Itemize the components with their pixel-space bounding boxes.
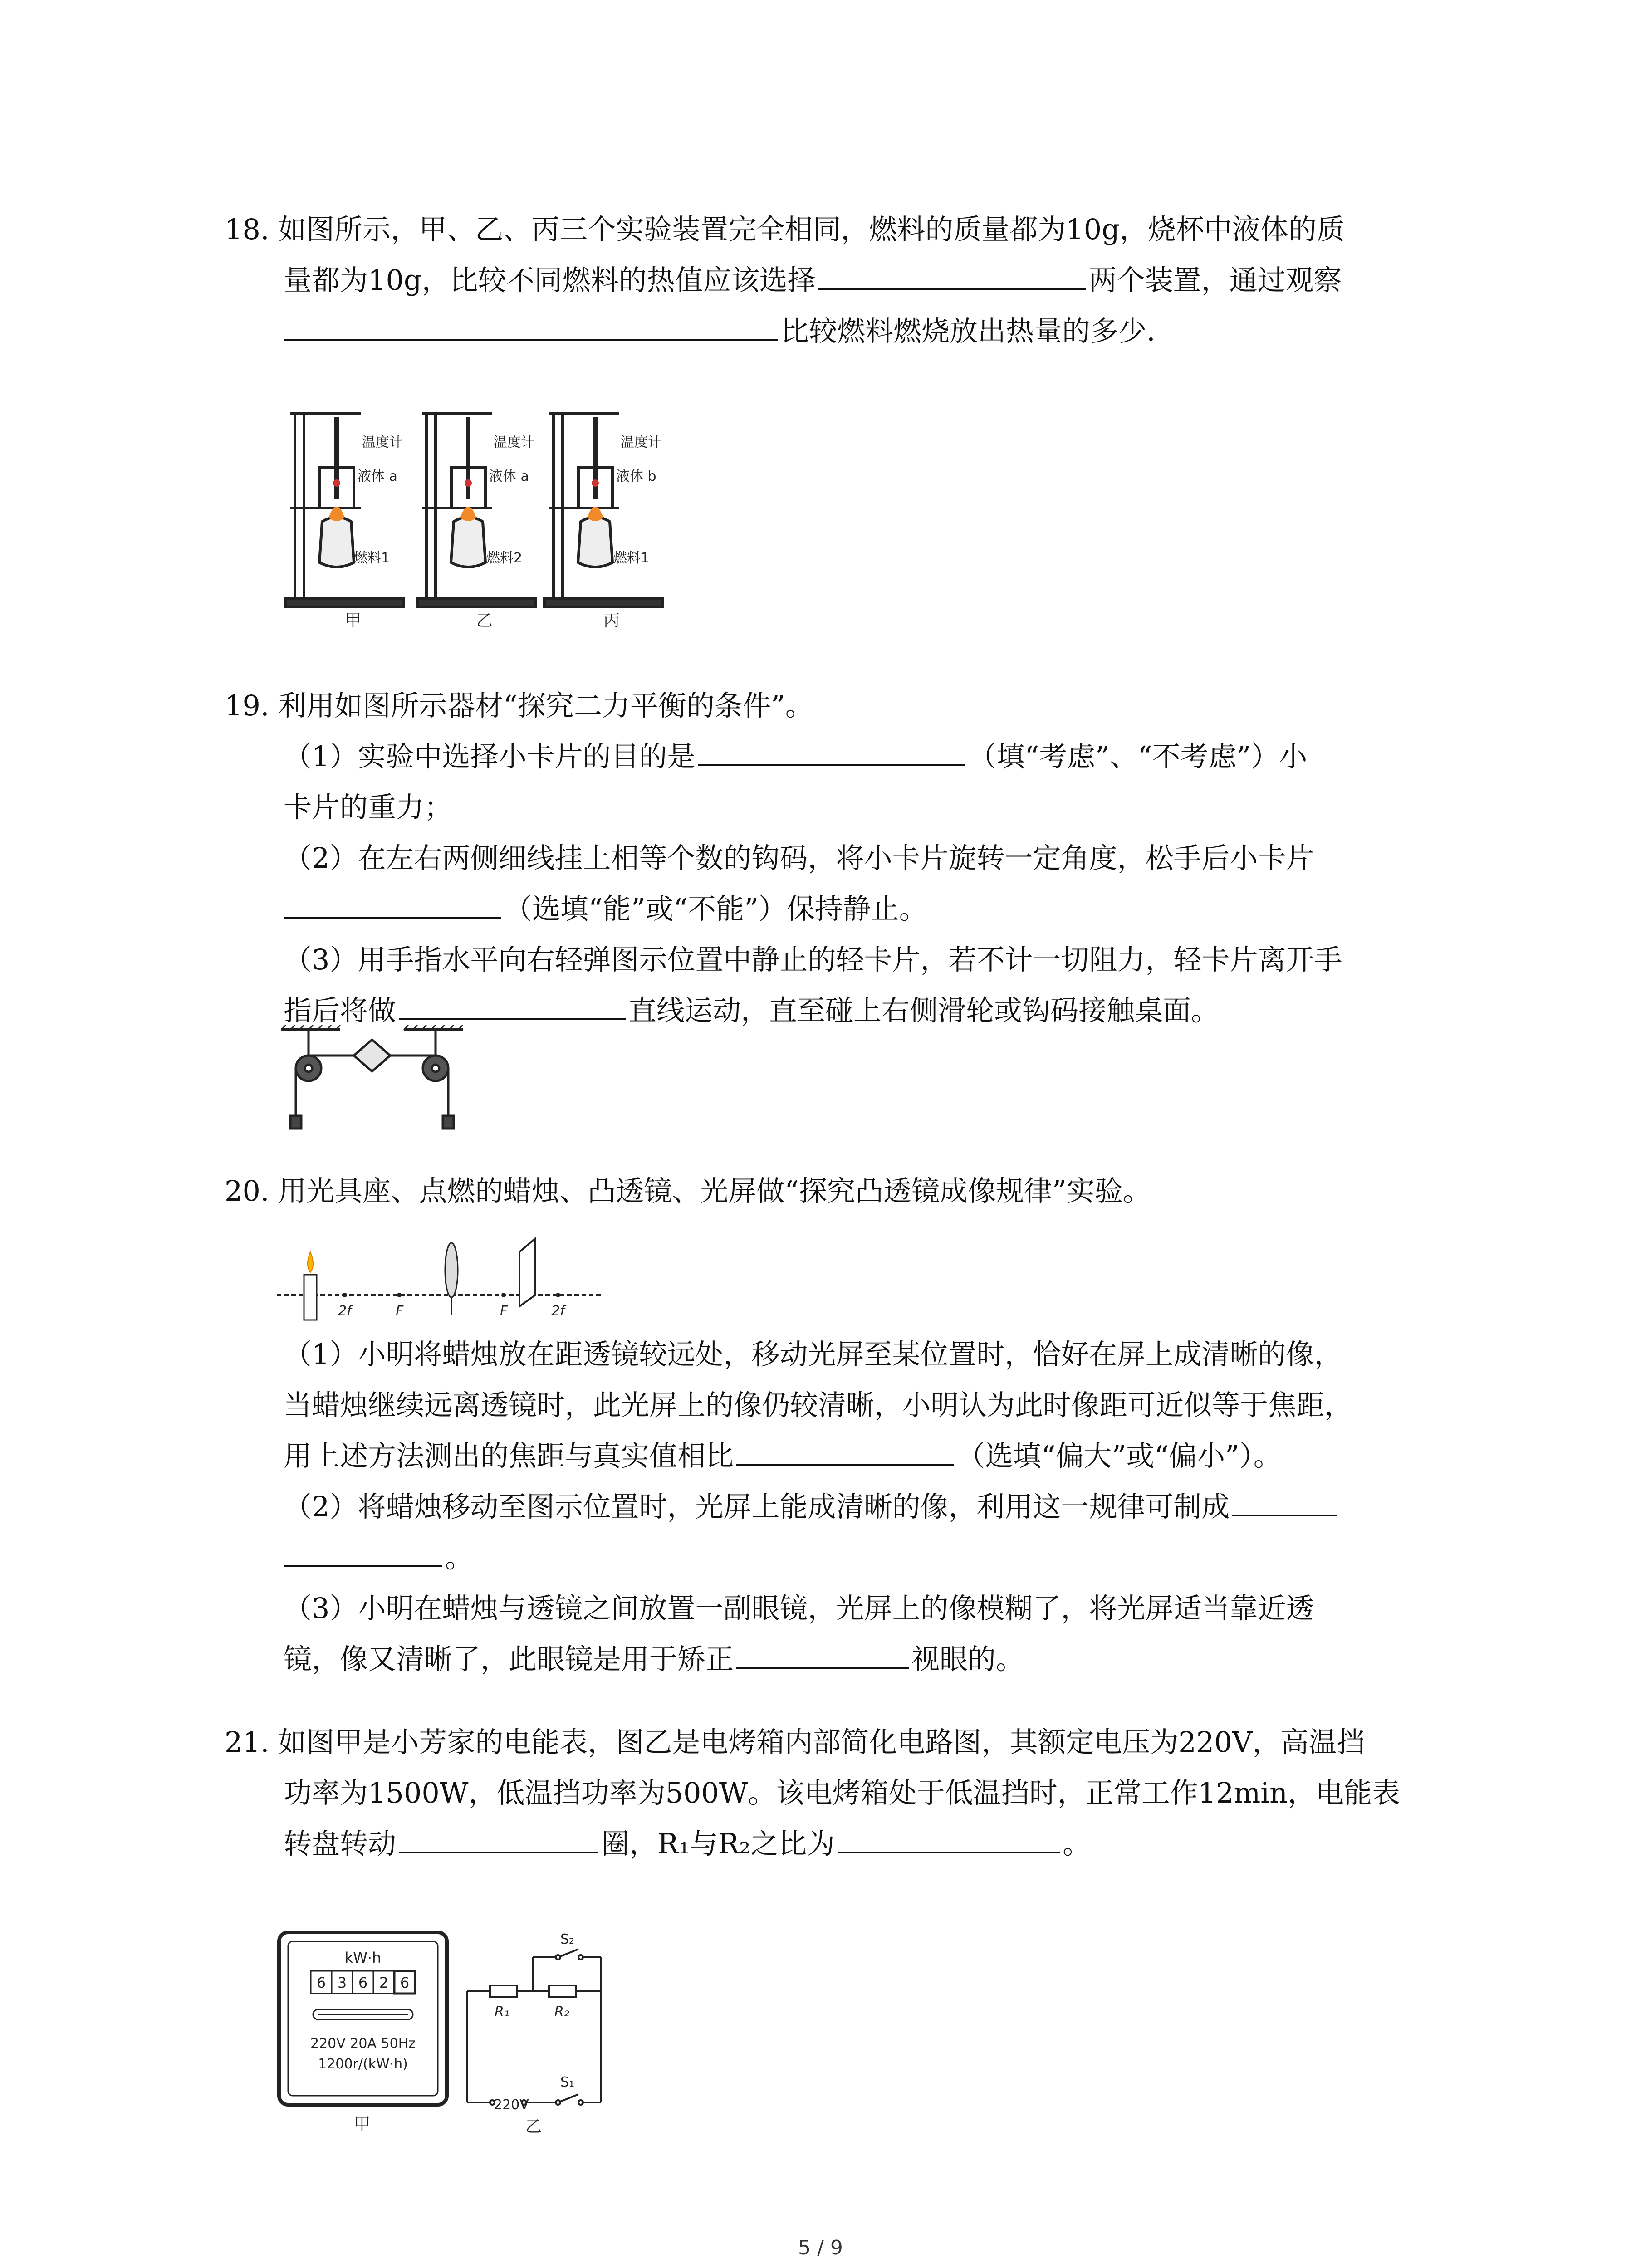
light-screen-icon xyxy=(519,1238,535,1306)
q19-p1-text-a: （1）实验中选择小卡片的目的是 xyxy=(284,740,696,773)
q21-text-3b: 圈，R₁与R₂之比为 xyxy=(601,1827,835,1860)
q20-p1: （1）小明将蜡烛放在距透镜较远处，移动光屏至某位置时，恰好在屏上成清晰的像， xyxy=(284,1338,1342,1371)
q18-line2 xyxy=(225,255,1459,306)
meter-unit: kW·h xyxy=(344,1949,382,1966)
q19-p3: （3）用手指水平向右轻弹图示位置中静止的轻卡片，若不计一切阻力，轻卡片离开手 xyxy=(284,943,1342,976)
q19-p1 xyxy=(225,731,1459,782)
meter-digit-1: 6 xyxy=(316,1974,326,1991)
question-19 xyxy=(225,680,1459,1036)
q18-figure xyxy=(277,404,694,640)
q21-figure xyxy=(277,1930,622,2134)
q21-caption-yi: 乙 xyxy=(525,2117,542,2134)
q20-figure xyxy=(277,1234,603,1329)
q19-p2: （2）在左右两侧细线挂上相等个数的钩码，将小卡片旋转一定角度，松手后小卡片 xyxy=(284,841,1314,875)
q18-label-liquid-3: 液体 b xyxy=(616,469,656,484)
q19-p2-text-b: （选填“能”或“不能”）保持静止。 xyxy=(504,892,927,925)
q19-p1-text-b: （填“考虑”、“不考虑”）小 xyxy=(968,740,1308,773)
q21-blank-1[interactable] xyxy=(399,1820,598,1853)
q20-p2 xyxy=(225,1481,1459,1532)
q20-blank-2a[interactable] xyxy=(1232,1483,1337,1516)
meter-digit-5: 6 xyxy=(400,1974,410,1991)
q18-label-fuel-3: 燃料1 xyxy=(613,550,650,566)
q21-text-3a: 转盘转动 xyxy=(284,1827,397,1860)
circuit-r2-label: R₂ xyxy=(554,2004,569,2020)
q21-blank-2[interactable] xyxy=(838,1820,1060,1853)
q18-line1: 18. 如图所示，甲、乙、丙三个实验装置完全相同，燃料的质量都为10g，烧杯中液体的质 xyxy=(225,213,1345,246)
q20-p1-l2: 当蜡烛继续远离透镜时，此光屏上的像仍较清晰，小明认为此时像距可近似等于焦距， xyxy=(284,1388,1353,1422)
meter-digit-2: 3 xyxy=(337,1974,347,1991)
q20-line1: 20. 用光具座、点燃的蜡烛、凸透镜、光屏做“探究凸透镜成像规律”实验。 xyxy=(225,1174,1151,1207)
q18-blank-2[interactable] xyxy=(284,307,778,341)
q18-text-3b: 比较燃料燃烧放出热量的多少. xyxy=(781,314,1156,347)
q18-label-liquid-2: 液体 a xyxy=(489,469,529,484)
q21-text-3c: 。 xyxy=(1063,1827,1091,1860)
q19-figure xyxy=(281,1025,472,1139)
q20-p2-text-b: 。 xyxy=(445,1541,474,1574)
meter-rate: 1200r/(kW·h) xyxy=(318,2056,408,2072)
q21-caption-jia: 甲 xyxy=(354,2115,371,2134)
q20-p3-cont xyxy=(225,1634,1459,1685)
q20-blank-1[interactable] xyxy=(736,1432,954,1466)
circuit-voltage-label: 220V xyxy=(494,2097,529,2113)
q20-p3-text-c: 视眼的。 xyxy=(911,1642,1024,1676)
circuit-diagram xyxy=(467,1949,601,2105)
convex-lens-icon xyxy=(445,1243,458,1297)
q20-label-2f-left: 2f xyxy=(338,1303,352,1319)
q19-blank-2[interactable] xyxy=(284,885,501,919)
q21-line2: 功率为1500W，低温挡功率为500W。该电烤箱处于低温挡时，正常工作12min，电能表 xyxy=(284,1776,1401,1809)
circuit-s2-label: S₂ xyxy=(560,1931,575,1947)
q18-caption-yi: 乙 xyxy=(476,611,493,630)
q18-caption-jia: 甲 xyxy=(345,611,362,630)
candle-flame-icon xyxy=(308,1252,313,1272)
q20-p3: （3）小明在蜡烛与透镜之间放置一副眼镜，光屏上的像模糊了，将光屏适当靠近透 xyxy=(284,1592,1314,1625)
q20-p2-text-a: （2）将蜡烛移动至图示位置时，光屏上能成清晰的像，利用这一规律可制成 xyxy=(284,1490,1230,1523)
q20-blank-2b[interactable] xyxy=(284,1534,442,1567)
meter-spec: 220V 20A 50Hz xyxy=(310,2036,416,2052)
question-20 xyxy=(225,1166,1459,1217)
q21-line1: 21. 如图甲是小芳家的电能表，图乙是电烤箱内部简化电路图，其额定电压为220V，高温挡 xyxy=(225,1725,1365,1759)
q20-blank-3[interactable] xyxy=(736,1635,909,1669)
q18-label-thermometer-1: 温度计 xyxy=(362,435,403,450)
q19-p2-cont xyxy=(225,884,1459,934)
q18-label-thermometer-2: 温度计 xyxy=(494,435,534,450)
q18-blank-1[interactable] xyxy=(818,256,1086,290)
page-number: 5 / 9 xyxy=(798,2236,843,2259)
meter-digit-4: 2 xyxy=(379,1974,389,1991)
q18-label-fuel-1: 燃料1 xyxy=(354,550,390,566)
q18-caption-bing: 丙 xyxy=(603,611,620,630)
q18-text-2a: 量都为10g，比较不同燃料的热值应该选择 xyxy=(284,264,816,297)
q19-blank-1[interactable] xyxy=(698,733,965,766)
q20-p1-text-d: （选填“偏大”或“偏小”）。 xyxy=(957,1439,1282,1472)
circuit-r1-label: R₁ xyxy=(495,2004,509,2020)
q21-line3 xyxy=(225,1818,1459,1869)
meter-digit-3: 6 xyxy=(358,1974,368,1991)
q18-label-liquid-1: 液体 a xyxy=(358,469,397,484)
q19-blank-3[interactable] xyxy=(399,987,626,1020)
q20-p1-l3 xyxy=(225,1431,1459,1481)
q18-label-thermometer-3: 温度计 xyxy=(621,435,661,450)
q20-label-f-right: F xyxy=(500,1303,508,1319)
electric-meter xyxy=(279,1932,447,2134)
q18-line3 xyxy=(225,306,1459,357)
q18-label-fuel-2: 燃料2 xyxy=(486,550,523,566)
q20-p3-text-b: 镜，像又清晰了，此眼镜是用于矫正 xyxy=(284,1642,734,1676)
q18-text-2b: 两个装置，通过观察 xyxy=(1088,264,1342,297)
q20-label-f-left: F xyxy=(396,1303,404,1319)
candle xyxy=(304,1275,317,1320)
circuit-s1-label: S₁ xyxy=(560,2074,575,2090)
q19-line1: 19. 利用如图所示器材“探究二力平衡的条件”。 xyxy=(225,689,813,722)
question-18 xyxy=(225,204,1459,357)
q20-p2-cont xyxy=(225,1532,1459,1583)
question-21 xyxy=(225,1717,1459,1869)
question-20-parts xyxy=(225,1329,1459,1685)
q20-p1-text-c: 用上述方法测出的焦距与真实值相比 xyxy=(284,1439,734,1472)
q19-p3-text-c: 直线运动，直至碰上右侧滑轮或钩码接触桌面。 xyxy=(628,994,1220,1027)
q20-label-2f-right: 2f xyxy=(551,1303,565,1319)
q19-p1-cont: 卡片的重力； xyxy=(284,791,453,824)
q19-p3-text-b: 指后将做 xyxy=(284,994,397,1027)
